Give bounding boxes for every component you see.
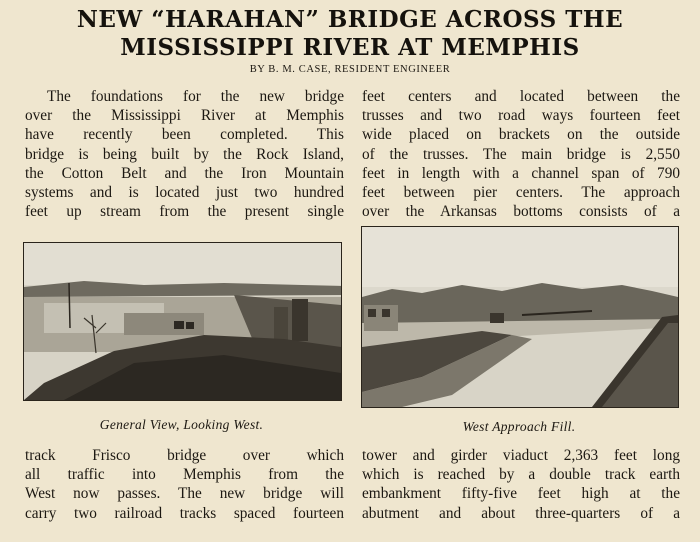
article-title-line-2: MISSISSIPPI RIVER AT MEMPHIS (120, 34, 580, 61)
text-line: wide placed on brackets on the outside (362, 126, 680, 144)
text-line: all traffic into Memphis from the (25, 466, 344, 484)
photo-west-approach-fill (361, 226, 679, 408)
text-line: the Cotton Belt and the Iron Mountain (25, 164, 344, 182)
text-line: embankment fifty-five feet high at the (362, 485, 680, 503)
text-line: West now passes. The new bridge will (25, 485, 344, 503)
text-line: carry two railroad tracks spaced fourteen (25, 504, 344, 522)
text-line: bridge is being built by the Rock Island, (25, 145, 344, 163)
text-line: feet centers and located between the (362, 88, 680, 105)
photo-general-view-image (24, 243, 341, 400)
byline: BY B. M. CASE, RESIDENT ENGINEER (249, 64, 451, 75)
text-line: systems and is located just two hundred (25, 184, 344, 202)
text-line: have recently been completed. This (25, 126, 344, 144)
photo-west-approach-fill-image (362, 227, 678, 407)
text-line: feet between pier centers. The approach (362, 184, 680, 202)
text-line: track Frisco bridge over which (25, 447, 344, 464)
text-line: trusses and two road ways fourteen feet (362, 107, 680, 125)
text-line: over the Arkansas bottoms consists of a (362, 203, 680, 221)
column-bottom-right (362, 446, 680, 523)
text-line: abutment and about three-quarters of a (362, 504, 680, 522)
text-line: feet in length with a channel span of 790 (362, 164, 680, 182)
text-line: which is reached by a double track earth (362, 466, 680, 484)
text-line: tower and girder viaduct 2,363 feet long (362, 447, 680, 464)
text-line: feet up stream from the present single (25, 203, 344, 221)
text-line: over the Mississippi River at Memphis (25, 107, 344, 125)
column-top-left (25, 87, 344, 221)
photo-general-view (23, 242, 342, 401)
text-line: The foundations for the new bridge (47, 88, 344, 105)
caption-west-approach-fill: West Approach Fill. (462, 419, 576, 434)
article-title-line-1: NEW “HARAHAN” BRIDGE ACROSS THE (76, 6, 624, 33)
column-bottom-left (25, 446, 344, 523)
caption-general-view: General View, Looking West. (99, 417, 264, 432)
text-line: of the trusses. The main bridge is 2,550 (362, 145, 680, 163)
column-top-right (362, 87, 680, 221)
